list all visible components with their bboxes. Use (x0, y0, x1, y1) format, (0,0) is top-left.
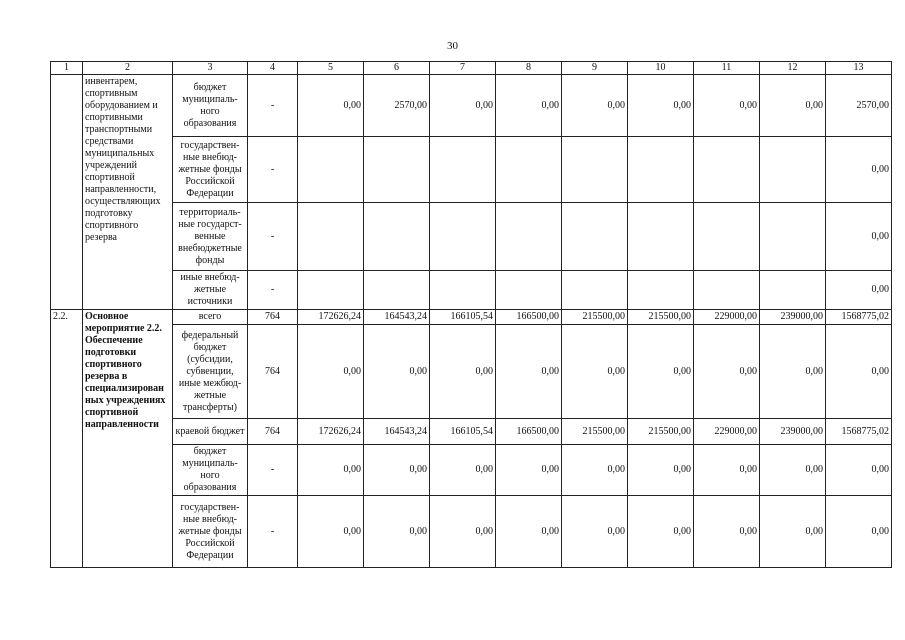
admin-code: - (248, 203, 298, 271)
admin-code: - (248, 496, 298, 568)
value-cell: 0,00 (496, 496, 562, 568)
value-cell (760, 271, 826, 310)
value-cell: 164543,24 (364, 419, 430, 445)
value-cell: 0,00 (430, 496, 496, 568)
funding-source: всего (173, 310, 248, 325)
header-cell: 2 (83, 62, 173, 75)
value-cell: 2570,00 (826, 75, 892, 137)
table-row (51, 137, 892, 203)
value-cell: 0,00 (298, 496, 364, 568)
value-cell (628, 203, 694, 271)
value-cell (298, 203, 364, 271)
admin-code: - (248, 445, 298, 496)
value-cell: 0,00 (694, 75, 760, 137)
value-cell: 0,00 (694, 496, 760, 568)
value-cell: 0,00 (298, 325, 364, 419)
value-cell: 229000,00 (694, 310, 760, 325)
value-cell: 1568775,02 (826, 310, 892, 325)
value-cell: 0,00 (562, 445, 628, 496)
value-cell (628, 137, 694, 203)
value-cell: 0,00 (364, 325, 430, 419)
value-cell: 1568775,02 (826, 419, 892, 445)
value-cell: 0,00 (826, 445, 892, 496)
value-cell: 0,00 (760, 75, 826, 137)
value-cell: 0,00 (364, 445, 430, 496)
value-cell: 0,00 (628, 445, 694, 496)
value-cell: 0,00 (430, 445, 496, 496)
value-cell: 0,00 (826, 203, 892, 271)
value-cell (364, 271, 430, 310)
value-cell: 215500,00 (628, 310, 694, 325)
table-row (51, 419, 892, 445)
value-cell (694, 271, 760, 310)
value-cell (562, 203, 628, 271)
header-cell: 8 (496, 62, 562, 75)
value-cell: 0,00 (628, 75, 694, 137)
value-cell (562, 271, 628, 310)
table-row (51, 203, 892, 271)
value-cell (760, 203, 826, 271)
value-cell (430, 137, 496, 203)
header-cell: 10 (628, 62, 694, 75)
value-cell: 0,00 (694, 325, 760, 419)
funding-source: иные внебюд- жетные источники (173, 271, 248, 310)
value-cell: 0,00 (562, 325, 628, 419)
value-cell: 166105,54 (430, 419, 496, 445)
value-cell: 0,00 (826, 325, 892, 419)
admin-code: 764 (248, 419, 298, 445)
value-cell: 0,00 (562, 496, 628, 568)
value-cell: 0,00 (628, 496, 694, 568)
admin-code: - (248, 137, 298, 203)
value-cell (496, 203, 562, 271)
admin-code: 764 (248, 325, 298, 419)
funding-source: территориаль- ные государст- венные внебюджетные фонды (173, 203, 248, 271)
table-row (51, 310, 892, 325)
value-cell: 0,00 (364, 496, 430, 568)
measure-name: Основное мероприятие 2.2. Обеспечение подготовки спортивного резерва в специализирован ных учреждениях спортивной направленности (83, 310, 173, 568)
value-cell (628, 271, 694, 310)
funding-source: бюджет муниципаль- ного образования (173, 445, 248, 496)
value-cell: 215500,00 (628, 419, 694, 445)
value-cell: 172626,24 (298, 310, 364, 325)
value-cell: 0,00 (760, 445, 826, 496)
table-row (51, 325, 892, 419)
table-row (51, 271, 892, 310)
value-cell: 0,00 (430, 75, 496, 137)
value-cell: 215500,00 (562, 419, 628, 445)
value-cell: 172626,24 (298, 419, 364, 445)
table-row (51, 75, 892, 137)
funding-source: государствен- ные внебюд- жетные фонды Российской Федерации (173, 137, 248, 203)
funding-source: бюджет муниципаль- ного образования (173, 75, 248, 137)
admin-code: 764 (248, 310, 298, 325)
value-cell: 229000,00 (694, 419, 760, 445)
value-cell: 166105,54 (430, 310, 496, 325)
row-code: 2.2. (51, 310, 83, 568)
header-cell: 3 (173, 62, 248, 75)
value-cell: 2570,00 (364, 75, 430, 137)
value-cell (562, 137, 628, 203)
value-cell: 0,00 (694, 445, 760, 496)
header-cell: 11 (694, 62, 760, 75)
value-cell (364, 137, 430, 203)
value-cell: 0,00 (430, 325, 496, 419)
page-number: 30 (447, 40, 458, 52)
value-cell (496, 137, 562, 203)
value-cell: 0,00 (826, 496, 892, 568)
value-cell: 0,00 (826, 271, 892, 310)
value-cell: 166500,00 (496, 419, 562, 445)
value-cell: 0,00 (496, 445, 562, 496)
value-cell: 0,00 (298, 445, 364, 496)
header-cell: 1 (51, 62, 83, 75)
admin-code: - (248, 75, 298, 137)
value-cell: 239000,00 (760, 310, 826, 325)
funding-source: краевой бюджет (173, 419, 248, 445)
value-cell (694, 203, 760, 271)
table-row (51, 445, 892, 496)
value-cell (364, 203, 430, 271)
value-cell: 166500,00 (496, 310, 562, 325)
value-cell (430, 271, 496, 310)
header-cell: 7 (430, 62, 496, 75)
row-code (51, 75, 83, 310)
value-cell: 0,00 (298, 75, 364, 137)
budget-table (50, 61, 892, 568)
value-cell (298, 271, 364, 310)
header-cell: 5 (298, 62, 364, 75)
funding-source: федеральный бюджет (субсидии, субвенции, иные межбюд- жетные трансферты) (173, 325, 248, 419)
value-cell (694, 137, 760, 203)
value-cell: 0,00 (562, 75, 628, 137)
value-cell: 0,00 (760, 496, 826, 568)
header-cell: 4 (248, 62, 298, 75)
value-cell (760, 137, 826, 203)
header-row (51, 62, 892, 75)
measure-name: инвентарем, спортивным оборудованием и спортивными транспортными средствами муниципальных учреждений спортивной направленности, осуществляющих подготовку спортивного резерва (83, 75, 173, 310)
value-cell (496, 271, 562, 310)
value-cell: 0,00 (628, 325, 694, 419)
value-cell (298, 137, 364, 203)
value-cell: 0,00 (496, 325, 562, 419)
admin-code: - (248, 271, 298, 310)
value-cell (430, 203, 496, 271)
funding-source: государствен- ные внебюд- жетные фонды Российской Федерации (173, 496, 248, 568)
value-cell: 215500,00 (562, 310, 628, 325)
value-cell: 0,00 (826, 137, 892, 203)
value-cell: 0,00 (496, 75, 562, 137)
table-row (51, 496, 892, 568)
value-cell: 164543,24 (364, 310, 430, 325)
value-cell: 0,00 (760, 325, 826, 419)
header-cell: 12 (760, 62, 826, 75)
value-cell: 239000,00 (760, 419, 826, 445)
header-cell: 6 (364, 62, 430, 75)
header-cell: 13 (826, 62, 892, 75)
header-cell: 9 (562, 62, 628, 75)
